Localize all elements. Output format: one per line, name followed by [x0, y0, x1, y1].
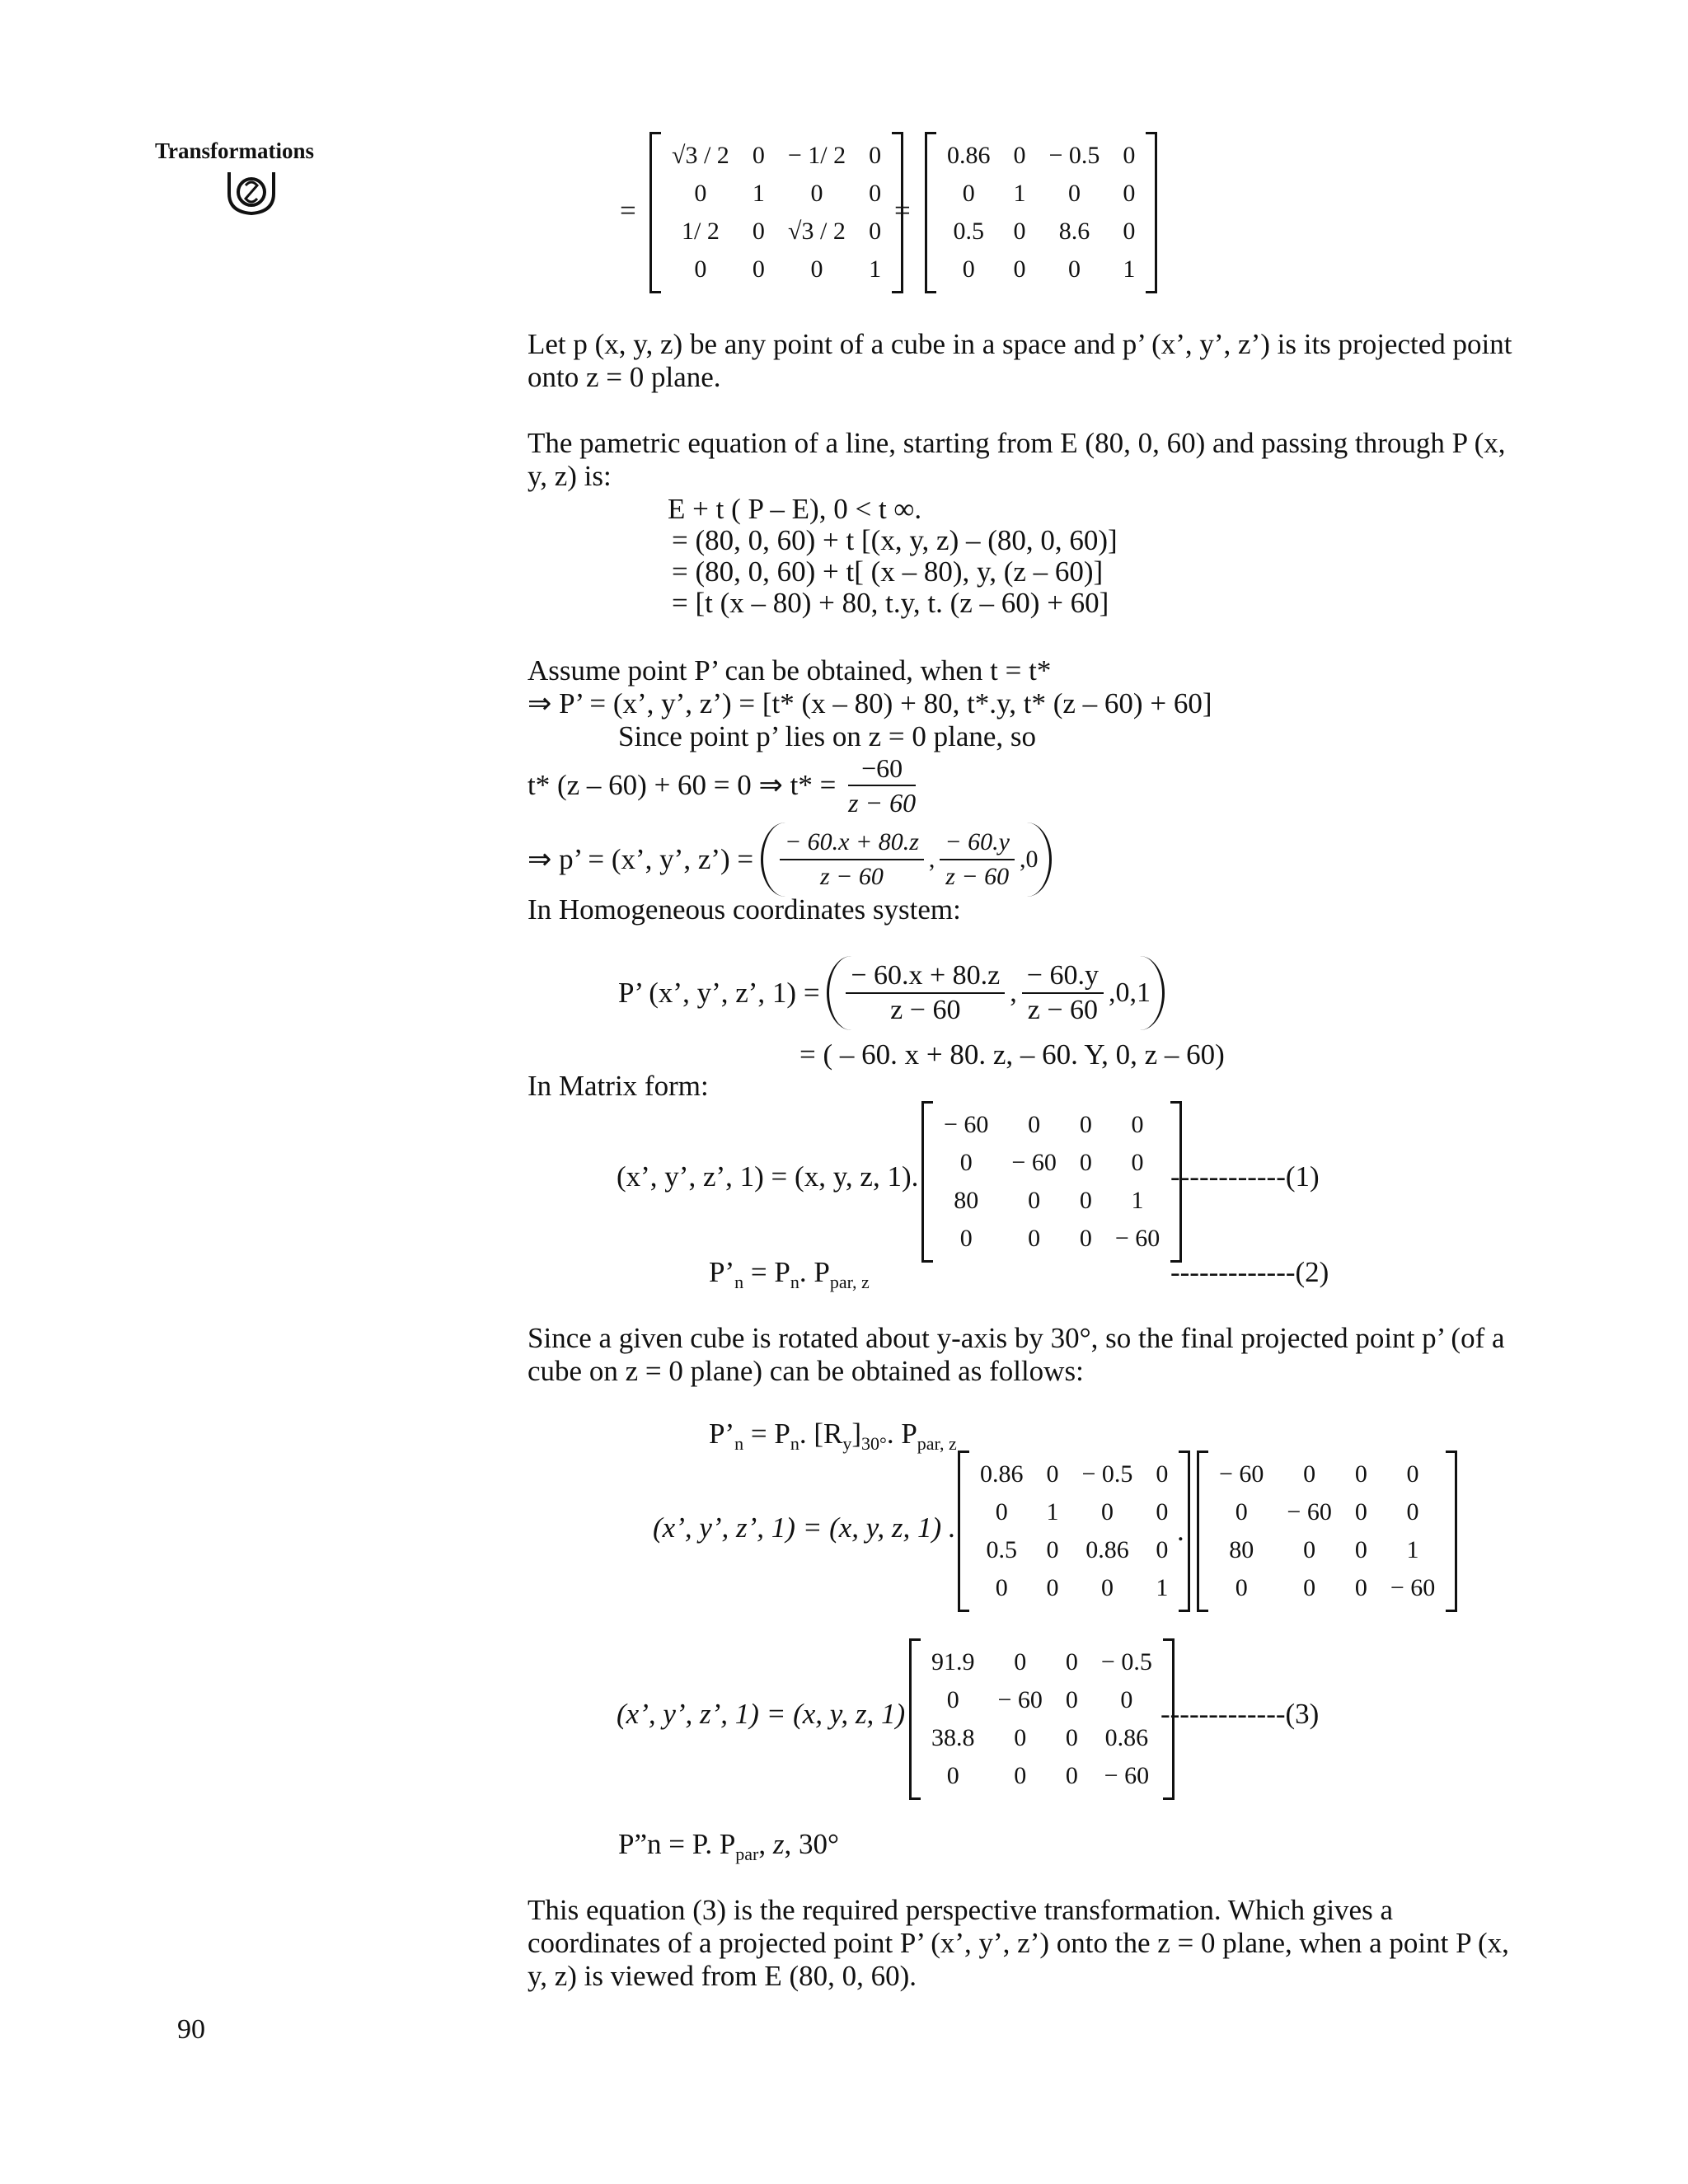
ignou-logo-icon [224, 169, 279, 219]
P-num-2: − 60.y [1022, 959, 1104, 994]
eq3-matrix-cell: 0 [1120, 1686, 1133, 1713]
matrix-approx-cell: 0.86 [947, 142, 991, 169]
homog-line: In Homogeneous coordinates system: [528, 893, 961, 926]
rot-matrix-2-cell: 80 [1229, 1536, 1254, 1563]
rot-matrix-2-cell: 0 [1235, 1498, 1248, 1526]
eq3-matrix-cell: 0 [1014, 1724, 1027, 1751]
rot-matrix-1-row [968, 1455, 1179, 1493]
eq1-matrix-cell: 0 [1079, 1187, 1092, 1214]
rot-left: (x’, y’, z’, 1) = (x, y, z, 1) . [653, 1511, 956, 1544]
eq3-matrix-cell: 0 [1065, 1686, 1078, 1713]
eq3-matrix-cell: 38.8 [931, 1724, 975, 1751]
homog-eq-2: = ( – 60. x + 80. z, – 60. Y, 0, z – 60) [799, 1038, 1225, 1071]
matrix-exact-cell: 0 [869, 218, 882, 245]
param-eq-4: = [t (x – 80) + 80, t.y, t. (z – 60) + 60] [672, 587, 1109, 619]
tstar-fraction [848, 752, 916, 819]
eq3-matrix-row [920, 1757, 1164, 1795]
matrix-exact-cell: √3 / 2 [788, 218, 846, 245]
matrix-approx-cell: 0.5 [953, 218, 984, 245]
rot-matrix-2-cell: 0 [1406, 1498, 1419, 1526]
eq1-matrix-cell: 0 [1131, 1149, 1144, 1176]
rot-matrix-1-cell: 0 [1156, 1536, 1169, 1563]
eq3-left: (x’, y’, z’, 1) = (x, y, z, 1) [617, 1698, 906, 1730]
para-1-line-2: onto z = 0 plane. [528, 361, 721, 393]
matrix-approx-cell: 0 [962, 255, 975, 283]
matrix-rotation-approx [925, 134, 1157, 292]
rot-matrix-2-cell: 0 [1406, 1460, 1419, 1488]
rot-matrix-2 [1197, 1452, 1457, 1610]
matrix-approx-cell: 0 [1067, 180, 1081, 207]
eq3-matrix-cell: − 60 [997, 1686, 1043, 1713]
p-frac-2 [940, 826, 1015, 893]
eq3-matrix-cell: 0 [946, 1762, 959, 1789]
matrix-exact-row [660, 175, 893, 213]
eq1-matrix-cell: 0 [1028, 1225, 1041, 1252]
rot-matrix-2-cell: 0 [1354, 1498, 1367, 1526]
p-den-2: z − 60 [945, 863, 1010, 890]
rot-matrix-1-cell: 1 [1156, 1574, 1169, 1601]
P-num-1: − 60.x + 80.z [846, 959, 1005, 994]
tstar-den: z − 60 [848, 788, 917, 818]
rot-matrix-2-cell: − 60 [1219, 1460, 1264, 1488]
implies-line: ⇒ P’ = (x’, y’, z’) = [t* (x – 80) + 80, t*.y, t* (z – 60) + 60] [528, 687, 1212, 719]
rot-matrix-1-cell: 0.5 [986, 1536, 1017, 1563]
eq1-matrix-row [932, 1182, 1171, 1220]
rot-matrix-2-cell: 1 [1406, 1536, 1419, 1563]
para-1-line-1: Let p (x, y, z) be any point of a cube in a space and p’ (x’, y’, z’) is its projected point [528, 328, 1512, 360]
param-eq-1: E + t ( P – E), 0 < t ∞. [668, 493, 922, 525]
matrix-exact-cell: 0 [694, 255, 707, 283]
eq1-tag: ------------(1) [1170, 1160, 1320, 1193]
eq2-text: $P’_n = P_n$. $P_{par, z}$ [709, 1256, 870, 1292]
rot-matrix-2-cell: 0 [1354, 1536, 1367, 1563]
rot-matrix-1 [958, 1452, 1190, 1610]
p-num-1: − 60.x + 80.z [780, 826, 924, 860]
matrix-approx-cell: 0 [1067, 255, 1081, 283]
eq1-matrix-cell: 0 [1079, 1225, 1092, 1252]
p-left: ⇒ p’ = (x’, y’, z’) = [528, 843, 754, 875]
P-tail: ,0,1 [1108, 977, 1151, 1008]
matrix-exact-cell: 1/ 2 [681, 218, 720, 245]
eq1-matrix-row [932, 1220, 1171, 1258]
assume-line: Assume point P’ can be obtained, when t = t* [528, 654, 1052, 687]
matrix-approx-row [935, 137, 1146, 175]
eq1-matrix [921, 1103, 1182, 1261]
rot-matrix-1-cell: 0.86 [1085, 1536, 1129, 1563]
rot-matrix-2-row [1207, 1531, 1447, 1569]
eq3-matrix-row [920, 1681, 1164, 1719]
matrix-approx-cell: 0 [962, 180, 975, 207]
matrix-approx-cell: 0 [1013, 142, 1026, 169]
rot-matrix-2-cell: 0 [1235, 1574, 1248, 1601]
section-header: Transformations [155, 138, 314, 163]
matrix-approx-row [935, 251, 1146, 288]
eq3-matrix-cell: 91.9 [931, 1648, 975, 1675]
concl-line-2: coordinates of a projected point P’ (x’, y’, z’) onto the z = 0 plane, when a point P (x, [528, 1927, 1509, 1959]
matrix-exact-cell: 0 [869, 180, 882, 207]
p-prime-line [528, 823, 1052, 897]
rot-matrix-1-cell: 0 [995, 1498, 1008, 1526]
P-left: P’ (x’, y’, z’, 1) = [618, 977, 820, 1009]
eq3-matrix-cell: 0 [1065, 1724, 1078, 1751]
homog-eq [618, 956, 1165, 1030]
matrix-exact-cell: 0 [752, 218, 765, 245]
para-2-line-2: y, z) is: [528, 460, 612, 492]
eq3-matrix-row [920, 1643, 1164, 1681]
eq3-matrix-cell: 0.86 [1104, 1724, 1149, 1751]
eq1-matrix-cell: 80 [954, 1187, 979, 1214]
P-frac-2 [1022, 959, 1104, 1027]
eq1-matrix-cell: − 60 [1114, 1225, 1160, 1252]
concl-line-3: y, z) is viewed from E (80, 0, 60). [528, 1960, 917, 1992]
rot-matrix-1-row [968, 1569, 1179, 1607]
eq3-matrix-row [920, 1719, 1164, 1757]
P-den-1: z − 60 [890, 995, 961, 1025]
matrix-approx-cell: 0 [1123, 180, 1136, 207]
rot-matrix-2-row [1207, 1455, 1447, 1493]
p-frac-1 [780, 826, 924, 893]
eq1-matrix-row [932, 1106, 1171, 1144]
tstar-num: −60 [848, 752, 916, 786]
param-eq-3: = (80, 0, 60) + t[ (x – 80), y, (z – 60)] [672, 555, 1104, 588]
matrix-exact-cell: 0 [694, 180, 707, 207]
matrix-exact-cell: 1 [752, 180, 765, 207]
rot-matrix-1-cell: 1 [1046, 1498, 1059, 1526]
eq3-matrix-cell: 0 [1014, 1648, 1027, 1675]
matrix-approx-cell: 1 [1013, 180, 1026, 207]
rot-matrix-1-cell: 0 [1046, 1460, 1059, 1488]
matrix-approx-cell: − 0.5 [1048, 142, 1100, 169]
rot-matrix-1-cell: 0.86 [980, 1460, 1024, 1488]
matrix-exact-row [660, 251, 893, 288]
final-eq: P”n = P. $P_{par}$, z, 30° [618, 1828, 840, 1864]
rot-matrix-2-cell: − 60 [1390, 1574, 1436, 1601]
matrix-rotation-exact [649, 134, 903, 292]
matrix-exact-cell: √3 / 2 [672, 142, 729, 169]
eq3-matrix-cell: 0 [1014, 1762, 1027, 1789]
P-frac-1 [846, 959, 1005, 1027]
matrix-approx-cell: 0 [1123, 142, 1136, 169]
eq1-matrix-cell: 0 [959, 1149, 973, 1176]
p-den-1: z − 60 [819, 863, 884, 890]
eq1-matrix-cell: − 60 [944, 1111, 989, 1138]
P-den-2: z − 60 [1027, 995, 1098, 1025]
eq1-left: (x’, y’, z’, 1) = (x, y, z, 1). [617, 1160, 919, 1193]
para-2-line-1: The pametric equation of a line, starting from E (80, 0, 60) and passing through P (x, [528, 427, 1506, 459]
rot-matrix-2-cell: 0 [1303, 1460, 1316, 1488]
matrix-exact-cell: 0 [869, 142, 882, 169]
p-paren: $\frac{- 60.x + 80.z}{z - 60}$ , $\frac{- 60.y}{z - 60}$ ,0 [761, 823, 1053, 897]
eq2-tag: -------------(2) [1170, 1256, 1329, 1288]
matrix-exact-cell: 0 [810, 180, 823, 207]
rot-matrix-1-cell: 0 [1046, 1536, 1059, 1563]
p-tail: ,0 [1019, 846, 1039, 873]
eq1-matrix-cell: 0 [1079, 1149, 1092, 1176]
eq3-matrix-cell: 0 [946, 1686, 959, 1713]
eq1-matrix-cell: 0 [1079, 1111, 1092, 1138]
matrix-approx-row [935, 213, 1146, 251]
matrix-exact-cell: 1 [869, 255, 882, 283]
rot-matrix-1-cell: 0 [995, 1574, 1008, 1601]
since2-line-2: cube on z = 0 plane) can be obtained as follows: [528, 1355, 1084, 1387]
eq1-matrix-cell: 0 [959, 1225, 973, 1252]
eq1-matrix-cell: 1 [1131, 1187, 1144, 1214]
matrix-approx-cell: 0 [1013, 218, 1026, 245]
rot-matrix-2-row [1207, 1493, 1447, 1531]
rot-matrix-1-cell: 0 [1100, 1574, 1114, 1601]
matrix-approx-row [935, 175, 1146, 213]
eq1-matrix-cell: − 60 [1011, 1149, 1057, 1176]
rot-matrix-1-cell: − 0.5 [1081, 1460, 1133, 1488]
matrix-approx-cell: 0 [1123, 218, 1136, 245]
matrix-approx-cell: 1 [1123, 255, 1136, 283]
eq1-matrix-cell: 0 [1028, 1187, 1041, 1214]
eq1-matrix-cell: 0 [1131, 1111, 1144, 1138]
rot-matrix-1-cell: 0 [1100, 1498, 1114, 1526]
matrix-exact-cell: 0 [752, 142, 765, 169]
rot-matrix-1-row [968, 1493, 1179, 1531]
param-eq-2: = (80, 0, 60) + t [(x, y, z) – (80, 0, 60)] [672, 524, 1118, 556]
tstar-left: t* (z – 60) + 60 = 0 ⇒ t* = [528, 769, 837, 801]
matrix-exact-cell: − 1/ 2 [787, 142, 846, 169]
eq-sign-1: = [620, 194, 636, 227]
matrix-form-label: In Matrix form: [528, 1070, 709, 1102]
rot-matrix-2-row [1207, 1569, 1447, 1607]
matrix-approx-cell: 8.6 [1058, 218, 1090, 245]
eq3-matrix-cell: 0 [1065, 1648, 1078, 1675]
matrix-exact-row [660, 137, 893, 175]
page-number: 90 [177, 2014, 205, 2045]
rot-matrix-1-cell: 0 [1156, 1460, 1169, 1488]
rot-matrix-2-cell: − 60 [1287, 1498, 1332, 1526]
eq3-matrix [909, 1640, 1175, 1798]
eq1-matrix-row [932, 1144, 1171, 1182]
matrix-approx-cell: 0 [1013, 255, 1026, 283]
eq-sign-2: = [894, 194, 911, 227]
eq1-matrix-cell: 0 [1028, 1111, 1041, 1138]
since2-line-1: Since a given cube is rotated about y-axis by 30°, so the final projected point p’ (of a [528, 1322, 1505, 1354]
p-num-2: − 60.y [940, 826, 1015, 860]
rot-matrix-2-cell: 0 [1303, 1574, 1316, 1601]
eq3-matrix-cell: 0 [1065, 1762, 1078, 1789]
rot-eq: $P’_n = P_n$. $[R_y]_{30^\circ}$. $P_{par, z}$ [709, 1418, 957, 1454]
tstar-line [528, 752, 921, 819]
since-line: Since point p’ lies on z = 0 plane, so [618, 720, 1037, 752]
matrix-exact-cell: 0 [810, 255, 823, 283]
matrix-exact-cell: 0 [752, 255, 765, 283]
rot-dot: . [1177, 1515, 1184, 1547]
eq3-tag: -------------(3) [1160, 1698, 1320, 1730]
rot-matrix-1-row [968, 1531, 1179, 1569]
rot-matrix-2-cell: 0 [1354, 1460, 1367, 1488]
matrix-exact-row [660, 213, 893, 251]
eq3-matrix-cell: − 60 [1104, 1762, 1150, 1789]
rot-matrix-1-cell: 0 [1156, 1498, 1169, 1526]
P-paren: $\frac{- 60.x + 80.z}{z - 60}$ , $\frac{- 60.y}{z - 60}$ ,0,1 [827, 956, 1165, 1030]
rot-matrix-2-cell: 0 [1303, 1536, 1316, 1563]
rot-matrix-2-cell: 0 [1354, 1574, 1367, 1601]
concl-line-1: This equation (3) is the required perspective transformation. Which gives a [528, 1894, 1393, 1926]
eq3-matrix-cell: − 0.5 [1100, 1648, 1152, 1675]
rot-matrix-1-cell: 0 [1046, 1574, 1059, 1601]
